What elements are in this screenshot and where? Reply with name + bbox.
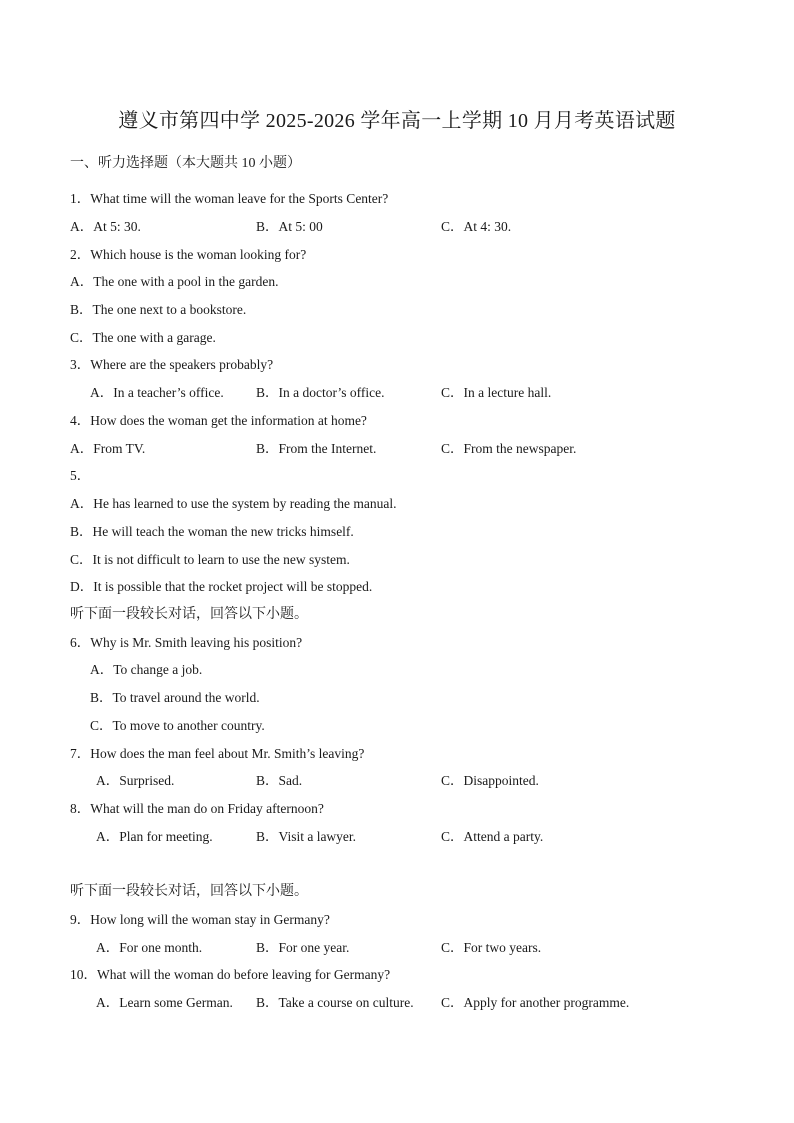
question-number: 4． bbox=[70, 413, 91, 428]
question-number: 9． bbox=[70, 912, 91, 927]
question-text: How does the woman get the information at home? bbox=[90, 413, 367, 428]
option-8b: B．Visit a lawyer. bbox=[256, 829, 357, 844]
question-number: 5． bbox=[70, 468, 91, 483]
question-1 bbox=[70, 190, 388, 208]
question-10 bbox=[70, 966, 390, 984]
option-3c: C．In a lecture hall. bbox=[441, 385, 552, 400]
option-6b: B．To travel around the world. bbox=[90, 690, 260, 705]
option-5c: C．It is not difficult to learn to use the new system. bbox=[70, 552, 350, 567]
option-7c: C．Disappointed. bbox=[441, 773, 539, 788]
question-number: 10． bbox=[70, 967, 97, 982]
option-9a: A．For one month. bbox=[96, 940, 203, 955]
question-text: Where are the speakers probably? bbox=[90, 357, 274, 372]
option-8a: A．Plan for meeting. bbox=[96, 829, 213, 844]
option-9b: B．For one year. bbox=[256, 940, 350, 955]
question-text: How does the man feel about Mr. Smith’s leaving? bbox=[90, 746, 365, 761]
option-2a: A．The one with a pool in the garden. bbox=[70, 274, 279, 289]
option-5a: A．He has learned to use the system by reading the manual. bbox=[70, 496, 397, 511]
option-6c: C．To move to another country. bbox=[90, 718, 265, 733]
question-4 bbox=[70, 412, 367, 430]
option-7b: B．Sad. bbox=[256, 773, 303, 788]
question-number: 7． bbox=[70, 746, 91, 761]
option-3b: B．In a doctor’s office. bbox=[256, 385, 385, 400]
question-text: What will the woman do before leaving for Germany? bbox=[97, 967, 391, 982]
option-4c: C．From the newspaper. bbox=[441, 441, 577, 456]
question-5 bbox=[70, 467, 90, 485]
option-10b: B．Take a course on culture. bbox=[256, 995, 414, 1010]
option-2b: B．The one next to a bookstore. bbox=[70, 302, 247, 317]
page-title: 遵义市第四中学 2025-2026 学年高一上学期 10 月月考英语试题 bbox=[118, 110, 676, 132]
question-text: Why is Mr. Smith leaving his position? bbox=[90, 635, 303, 650]
option-4a: A．From TV. bbox=[70, 441, 146, 456]
option-10c: C．Apply for another programme. bbox=[441, 995, 630, 1010]
option-7a: A．Surprised. bbox=[96, 773, 175, 788]
question-text: How long will the woman stay in Germany? bbox=[90, 912, 330, 927]
option-5b: B．He will teach the woman the new tricks himself. bbox=[70, 524, 354, 539]
dialogue-instruction-2: 听下面一段较长对话，回答以下小题。 bbox=[70, 884, 308, 899]
question-3 bbox=[70, 356, 273, 374]
question-number: 3． bbox=[70, 357, 91, 372]
option-6a: A．To change a job. bbox=[90, 662, 203, 677]
option-10a: A．Learn some German. bbox=[96, 995, 233, 1010]
question-2 bbox=[70, 246, 306, 264]
option-8c: C．Attend a party. bbox=[441, 829, 544, 844]
option-4b: B．From the Internet. bbox=[256, 441, 377, 456]
question-number: 8． bbox=[70, 801, 91, 816]
option-1a: A．At 5: 30. bbox=[70, 219, 141, 234]
option-5d: D．It is possible that the rocket project will be stopped. bbox=[70, 579, 373, 594]
question-text: What will the man do on Friday afternoon? bbox=[90, 801, 324, 816]
question-text: Which house is the woman looking for? bbox=[90, 247, 307, 262]
option-9c: C．For two years. bbox=[441, 940, 542, 955]
question-number: 6． bbox=[70, 635, 91, 650]
question-7 bbox=[70, 745, 364, 763]
question-number: 1． bbox=[70, 191, 91, 206]
option-3a: A．In a teacher’s office. bbox=[90, 385, 224, 400]
question-text: What time will the woman leave for the Sports Center? bbox=[90, 191, 389, 206]
question-number: 2． bbox=[70, 247, 91, 262]
question-8 bbox=[70, 800, 324, 818]
option-2c: C．The one with a garage. bbox=[70, 330, 216, 345]
question-6 bbox=[70, 634, 302, 652]
option-1c: C．At 4: 30. bbox=[441, 219, 512, 234]
question-9 bbox=[70, 911, 330, 929]
section-heading: 一、听力选择题（本大题共 10 小题） bbox=[70, 156, 301, 171]
dialogue-instruction: 听下面一段较长对话，回答以下小题。 bbox=[70, 607, 308, 622]
option-1b: B．At 5: 00 bbox=[256, 219, 323, 234]
